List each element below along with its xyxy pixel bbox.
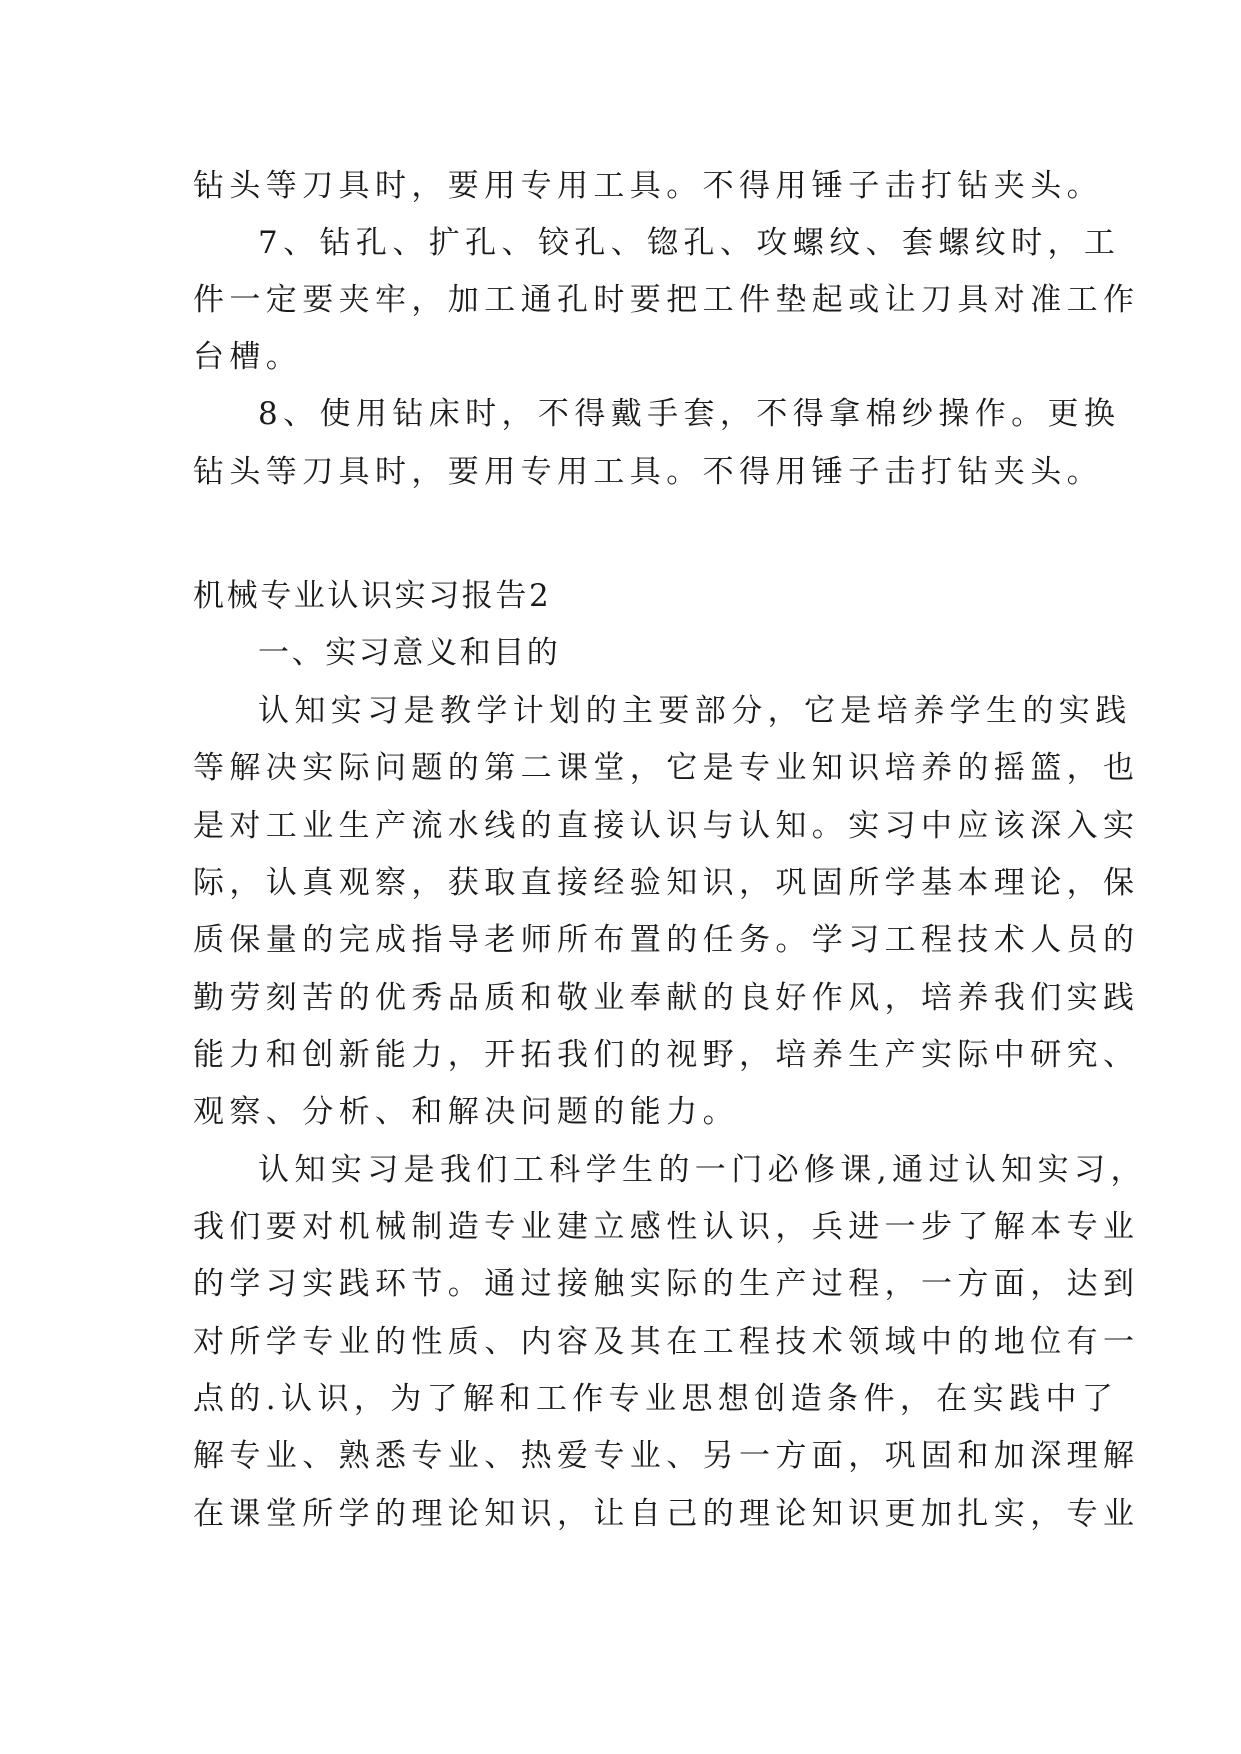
text-line: 等解决实际问题的第二课堂，它是专业知识培养的摇篮，也 [193,750,1140,786]
text-line: 8、使用钻床时，不得戴手套，不得拿棉纱操作。更换 [258,396,1121,432]
text-line: 7、钻孔、扩孔、铰孔、锪孔、攻螺纹、套螺纹时，工 [258,225,1121,261]
text-line: 台槽。 [193,339,303,375]
text-line: 件一定要夹牢，加工通孔时要把工件垫起或让刀具对准工作 [193,282,1140,318]
text-line: 钻头等刀具时，要用专用工具。不得用锤子击打钻夹头。 [193,454,1103,490]
text-line: 观察、分析、和解决问题的能力。 [193,1094,739,1130]
text-line: 质保量的完成指导老师所布置的任务。学习工程技术人员的 [193,922,1140,958]
text-line: 解专业、熟悉专业、热爱专业、另一方面，巩固和加深理解 [193,1438,1140,1474]
text-line: 勤劳刻苦的优秀品质和敬业奉献的良好作风，培养我们实践 [193,980,1140,1016]
text-line: 能力和创新能力，开拓我们的视野，培养生产实际中研究、 [193,1037,1140,1073]
text-line: 在课堂所学的理论知识，让自己的理论知识更加扎实，专业 [193,1496,1140,1532]
text-line: 认知实习是教学计划的主要部分，它是培养学生的实践 [258,693,1132,729]
text-line: 点的.认识，为了解和工作专业思想创造条件，在实践中了 [193,1381,1119,1417]
text-line: 是对工业生产流水线的直接认识与认知。实习中应该深入实 [193,808,1140,844]
text-line: 认知实习是我们工科学生的一门必修课,通过认知实习， [258,1152,1147,1188]
text-line: 钻头等刀具时，要用专用工具。不得用锤子击打钻夹头。 [193,168,1103,204]
section-title: 机械专业认识实习报告2 [193,578,552,614]
text-line: 我们要对机械制造专业建立感性认识，兵进一步了解本专业 [193,1209,1140,1245]
text-line: 的学习实践环节。通过接触实际的生产过程，一方面，达到 [193,1266,1140,1302]
subsection-heading: 一、实习意义和目的 [258,635,561,671]
text-line: 际，认真观察，获取直接经验知识，巩固所学基本理论，保 [193,865,1140,901]
text-line: 对所学专业的性质、内容及其在工程技术领域中的地位有一 [193,1324,1140,1360]
